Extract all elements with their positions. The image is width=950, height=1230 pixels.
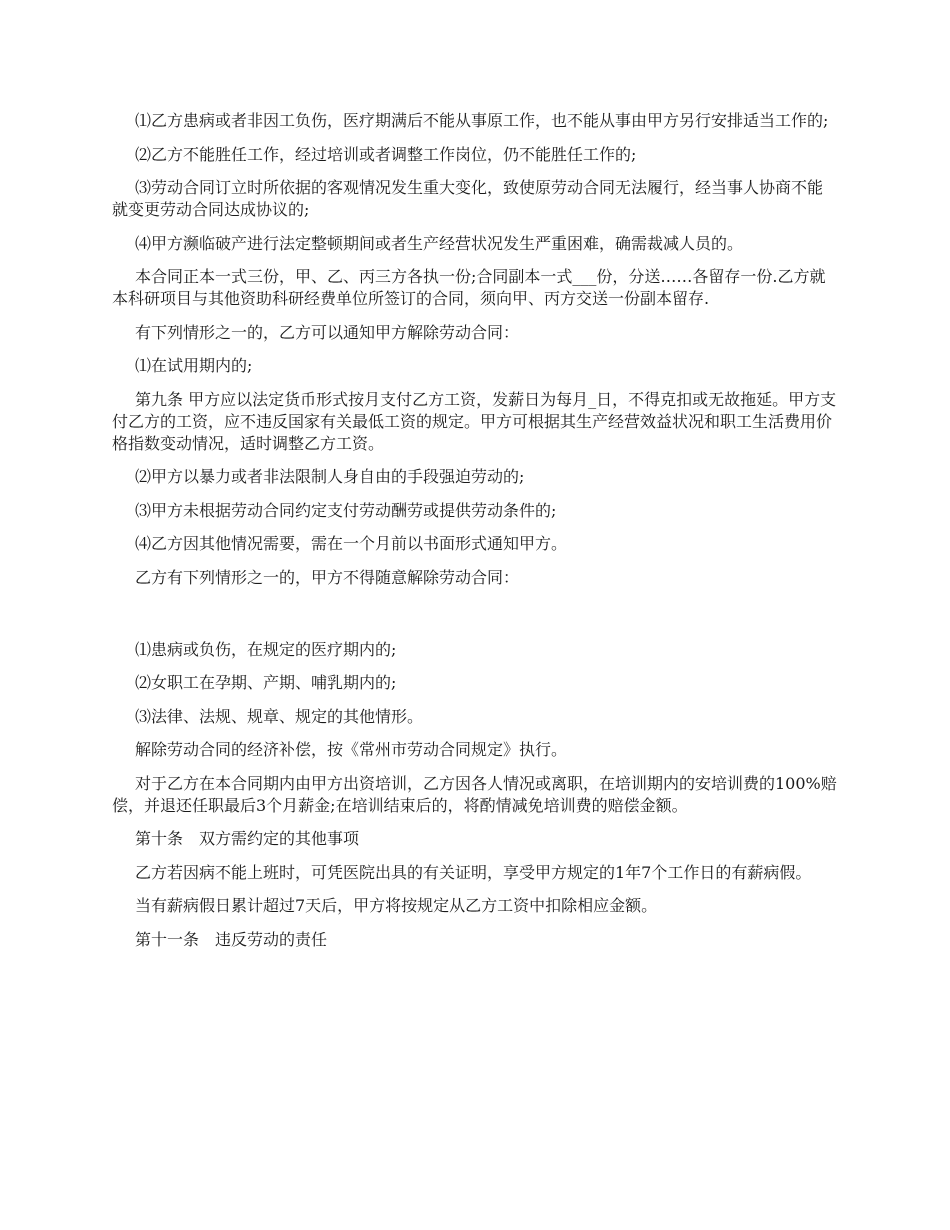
paragraph-7: ⑴在试用期内的;: [135, 356, 253, 375]
paragraph-3: ⑶劳动合同订立时所依据的客观情况发生重大变化，致使原劳动合同无法履行，经当事人协商不能就变更劳动合同达成协议的;: [112, 178, 824, 219]
heading-article-11: 第十一条 违反劳动的责任: [135, 929, 328, 949]
paragraph-14: ⑵女职工在孕期、产期、哺乳期内的;: [135, 673, 397, 692]
paragraph-1: ⑴乙方患病或者非因工负伤，医疗期满后不能从事原工作，也不能从事由甲方另行安排适当工作的;: [135, 111, 829, 130]
paragraph-6: 有下列情形之一的，乙方可以通知甲方解除劳动合同：: [135, 322, 520, 342]
paragraph-10: ⑶甲方未根据劳动合同约定支付劳动酬劳或提供劳动条件的;: [135, 500, 557, 520]
paragraph-13: ⑴患病或负伤，在规定的医疗期内的;: [135, 639, 397, 659]
paragraph-17: 对于乙方在本合同期内由甲方出资培训，乙方因各人情况或离职，在培训期内的安培训费的100%赔偿，并退还任职最后3个月薪金;在培训结束后的，将酌情减免培训费的赔偿金额。: [112, 773, 837, 815]
paragraph-2: ⑵乙方不能胜任工作，经过培训或者调整工作岗位，仍不能胜任工作的;: [135, 144, 637, 164]
paragraph-20: 当有薪病假日累计超过7天后，甲方将按规定从乙方工资中扣除相应金额。: [135, 896, 658, 915]
paragraph-5: 本合同正本一式三份，甲、乙、丙三方各执一份;合同副本一式___份，分送……各留存一份.乙方就本科研项目与其他资助科研经费单位所签订的合同，须向甲、丙方交送一份副本留存.: [112, 267, 826, 308]
paragraph-4: ⑷甲方濒临破产进行法定整顿期间或者生产经营状况发生严重困难，确需裁减人员的。: [135, 233, 744, 253]
paragraph-16: 解除劳动合同的经济补偿，按《常州市劳动合同规定》执行。: [135, 740, 568, 759]
paragraph-19: 乙方若因病不能上班时，可凭医院出具的有关证明，享受甲方规定的1年7个工作日的有薪病假。: [135, 862, 812, 882]
paragraph-11: ⑷乙方因其他情况需要，需在一个月前以书面形式通知甲方。: [135, 534, 568, 553]
paragraph-article-9: 第九条 甲方应以法定货币形式按月支付乙方工资，发薪日为每月_日，不得克扣或无故拖延。甲方支付乙方的工资，应不违反国家有关最低工资的规定。甲方可根据其生产经营效益状况和职工生活费用价格指数变动情况，适时调整乙方工资。: [112, 389, 837, 453]
paragraph-12: 乙方有下列情形之一的，甲方不得随意解除劳动合同：: [135, 567, 520, 587]
paragraph-15: ⑶法律、法规、规章、规定的其他情形。: [135, 706, 424, 726]
heading-article-10: 第十条 双方需约定的其他事项: [135, 829, 360, 848]
paragraph-9: ⑵甲方以暴力或者非法限制人身自由的手段强迫劳动的;: [135, 467, 525, 486]
